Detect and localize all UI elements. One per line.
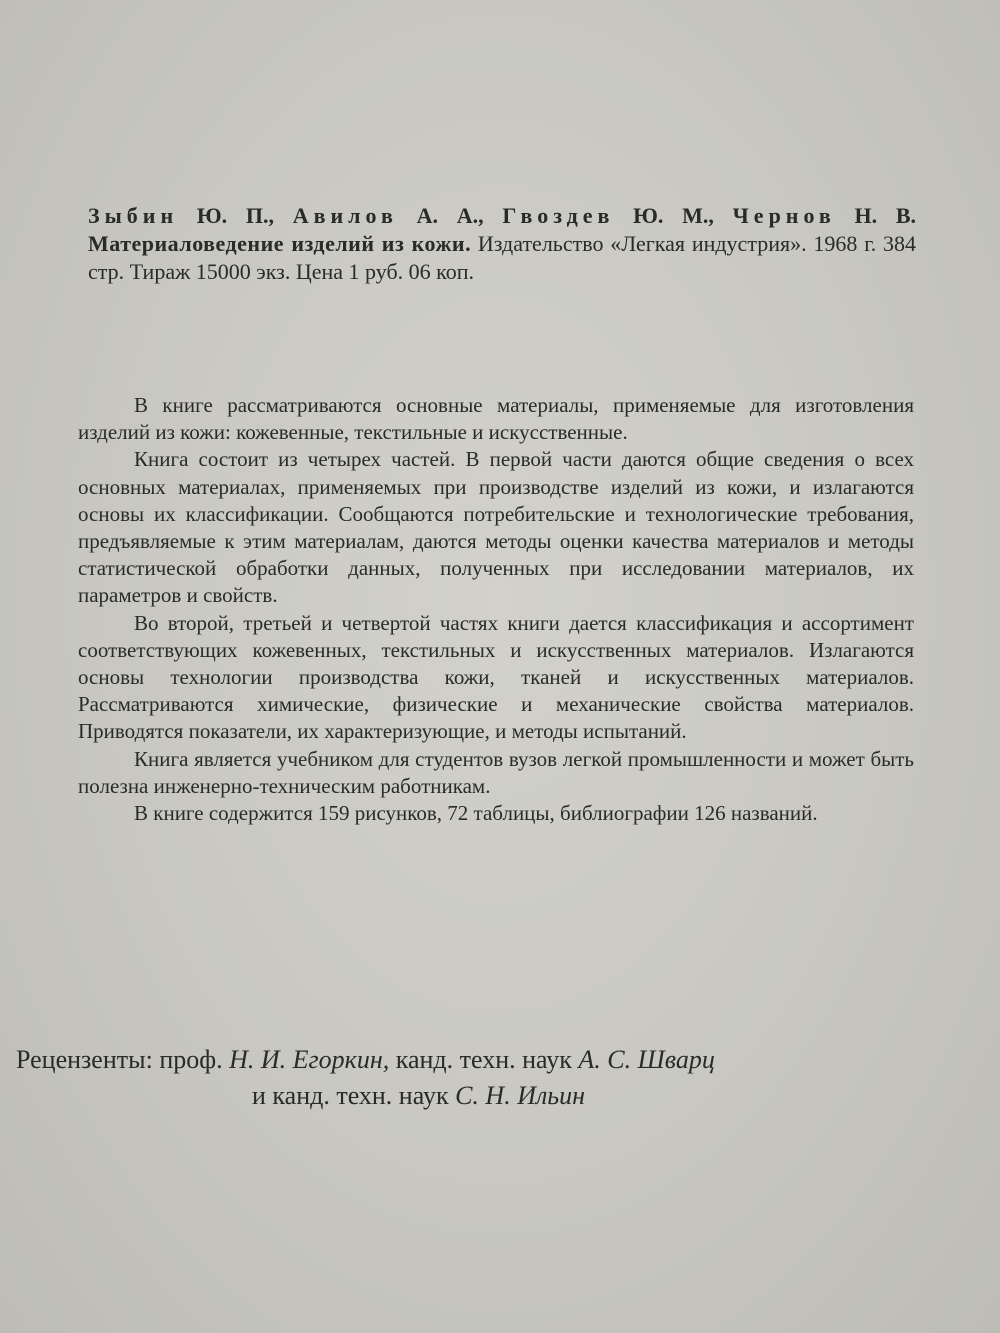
- bibliographic-record: [88, 202, 916, 286]
- print-run: Тираж 15000 экз.: [129, 259, 291, 284]
- annotation: [78, 392, 914, 827]
- reviewer-degree: проф.: [159, 1045, 223, 1074]
- annotation-paragraph: Во второй, третьей и четвертой частях книги дается классификация и ассортимент соответствующих кожевенных, текстильных и искусственных материалов. Излагаются основы технологии производства кожи, тканей и искусственных материалов. Рассматриваются химические, физические и механические свойства материалов. Приводятся показатели, их характеризующие, и методы испытаний.: [78, 610, 914, 744]
- book-title: Материаловедение изделий из кожи.: [88, 231, 472, 256]
- reviewer-degree: канд. техн. наук: [395, 1045, 572, 1074]
- publisher: Издательство «Легкая индустрия».: [477, 231, 807, 256]
- author-surname: Зыбин: [88, 203, 179, 228]
- author-initials: А. А.,: [416, 203, 484, 228]
- reviewer-degree: и канд. техн. наук: [252, 1081, 449, 1110]
- annotation-paragraph: Книга состоит из четырех частей. В первой части даются общие сведения о всех основных материалах, применяемых при производстве изделий из кожи, и излагаются основы их классификации. Сообщаются потребительские и технологические требования, предъявляемые к этим материалам, даются методы оценки качества материалов и методы статистической обработки данных, полученных при исследовании материалов, их параметров и свойств.: [78, 447, 914, 608]
- author-initials: Н. В.: [854, 203, 917, 228]
- author-initials: Ю. М.,: [633, 203, 714, 228]
- author-surname: Авилов: [292, 203, 398, 228]
- publication-year: 1968 г.: [813, 231, 877, 256]
- price: Цена 1 руб. 06 коп.: [295, 259, 474, 284]
- reviewers-block: [16, 1042, 976, 1114]
- reviewer-name: А. С. Шварц: [578, 1045, 715, 1074]
- reviewers-line: [16, 1078, 976, 1114]
- author-surname: Гвоздев: [502, 203, 615, 228]
- reviewers-label: Рецензенты:: [16, 1045, 153, 1074]
- author-surname: Чернов: [732, 203, 836, 228]
- annotation-paragraph: Книга является учебником для студентов вузов легкой промышленности и может быть полезна инженерно-техническим работникам.: [78, 746, 914, 798]
- reviewer-name: С. Н. Ильин: [455, 1081, 586, 1110]
- page-count: 384 стр.: [88, 231, 917, 284]
- reviewer-name: Н. И. Егоркин,: [229, 1045, 390, 1074]
- reviewers-line: [16, 1042, 976, 1078]
- author-initials: Ю. П.,: [196, 203, 274, 228]
- annotation-paragraph: В книге рассматриваются основные материалы, применяемые для изготовления изделий из кожи: кожевенные, текстильные и искусственные.: [78, 393, 914, 445]
- annotation-paragraph: В книге содержится 159 рисунков, 72 таблицы, библиографии 126 названий.: [134, 801, 818, 826]
